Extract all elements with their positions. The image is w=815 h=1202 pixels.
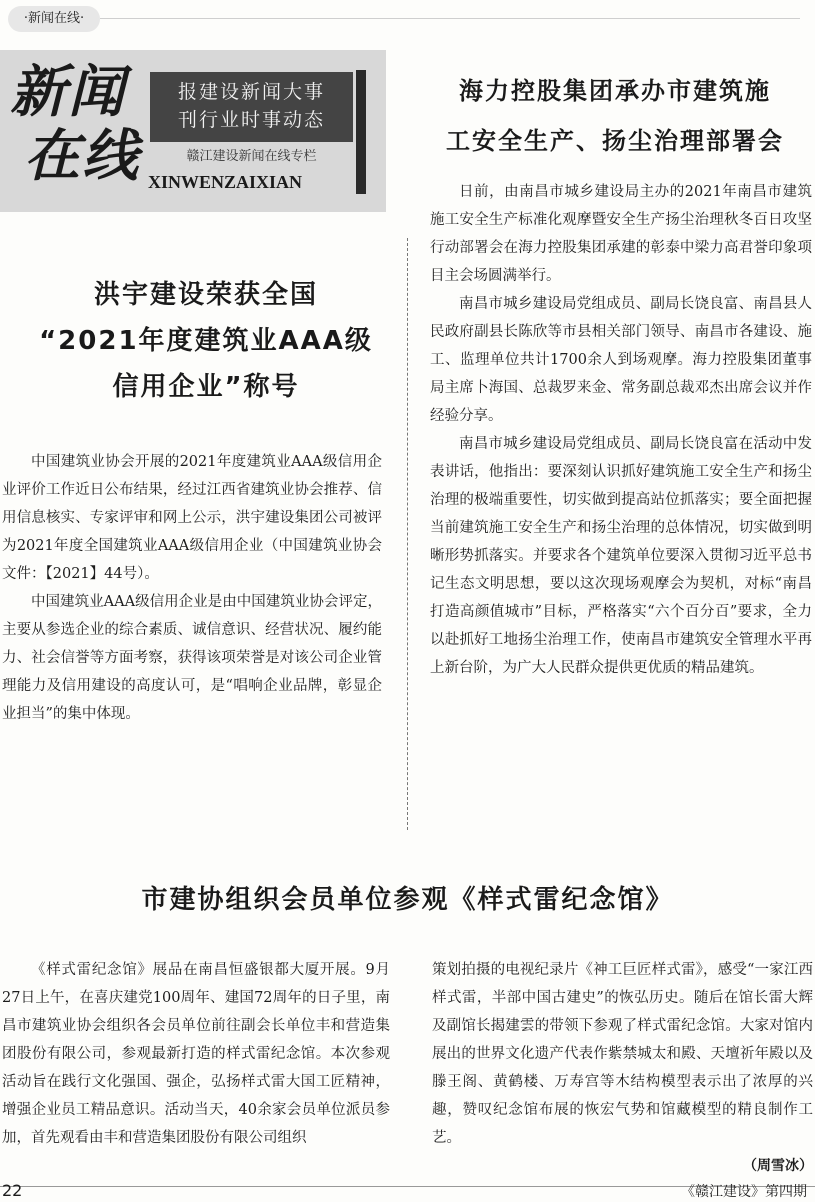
header-rule bbox=[100, 18, 800, 19]
article-left-title bbox=[20, 272, 392, 410]
article-left-title-line-1: 洪宇建设荣获全国 bbox=[93, 280, 318, 310]
article-bottom-title: 市建协组织会员单位参观《样式雷纪念馆》 bbox=[141, 885, 674, 915]
article-author: （周雪冰） bbox=[743, 1158, 813, 1174]
column-divider bbox=[407, 238, 408, 830]
article-left-title-line-3: 信用企业”称号 bbox=[112, 372, 300, 402]
article-left-paragraph: 中国建筑业协会开展的2021年度建筑业AAA级信用企业评价工作近日公布结果，经过江西省建筑业协会推荐、信用信息核实、专家评审和网上公示，洪宇建设集团公司被评为2021年度全国建筑业AAA级信用企业（中国建筑业协会文件：【2021】44号）。 bbox=[2, 454, 382, 582]
banner-subtitle: 赣江建设新闻在线专栏 bbox=[186, 149, 317, 164]
slogan-line-2: 刊行业时事动态 bbox=[177, 109, 325, 131]
article-right-paragraph: 日前，由南昌市城乡建设局主办的2021年南昌市建筑施工安全生产标准化观摩暨安全生产扬尘治理秋冬百日攻坚行动部署会在海力控股集团承建的彰泰中梁力高君誉印象项目主会场圆满举行。 bbox=[430, 184, 812, 284]
article-right-title bbox=[420, 66, 810, 166]
article-bottom-paragraph: 《样式雷纪念馆》展品在南昌恒盛银都大厦开展。9月27日上午，在喜庆建党100周年、建国72周年的日子里，南昌市建筑业协会组织各会员单位前往副会长单位丰和营造集团股份有限公司，参观最新打造的样式雷纪念馆。本次参观活动旨在践行文化强国、强企，弘扬样式雷大国工匠精神，增强企业员工精品意识。活动当天，40余家会员单位派员参加，首先观看由丰和营造集团股份有限公司组织 bbox=[2, 962, 390, 1146]
article-bottom-column-2 bbox=[432, 956, 813, 1180]
banner-accent-bar bbox=[356, 70, 366, 194]
article-right-paragraph: 南昌市城乡建设局党组成员、副局长饶良富在活动中发表讲话，他指出：要深刻认识抓好建筑施工安全生产和扬尘治理的极端重要性，切实做到提高站位抓落实；要全面把握当前建筑施工安全生产和扬尘治理的总体情况，切实做到明晰形势抓落实。并要求各个建筑单位要深入贯彻习近平总书记生态文明思想，要以这次现场观摩会为契机，对标“南昌打造高颜值城市”目标，严格落实“六个百分百”要求，全力以赴抓好工地扬尘治理工作，使南昌市建筑安全管理水平再上新台阶，为广大人民群众提供更优质的精品建筑。 bbox=[430, 436, 812, 676]
article-right-paragraph: 南昌市城乡建设局党组成员、副局长饶良富、南昌县人民政府副县长陈欣等市县相关部门领导、南昌市各建设、施工、监理单位共计1700余人到场观摩。海力控股集团董事局主席卜海国、总裁罗来金、常务副总裁邓杰出席会议并作经验分享。 bbox=[430, 296, 812, 424]
article-right-title-line-2: 工安全生产、扬尘治理部署会 bbox=[446, 127, 784, 155]
calligraphy-line-2: 在线 bbox=[24, 123, 140, 189]
article-bottom-column-1 bbox=[2, 956, 390, 1152]
article-right-body bbox=[430, 178, 812, 682]
page-number: 22 bbox=[2, 1181, 23, 1200]
article-left-body bbox=[2, 448, 382, 728]
article-left-paragraph: 中国建筑业AAA级信用企业是由中国建筑业协会评定，主要从参选企业的综合素质、诚信意识、经营状况、履约能力、社会信誉等方面考察，获得该项荣誉是对该公司企业管理能力及信用建设的高度认可，是“唱响企业品牌，彰显企业担当”的集中体现。 bbox=[2, 594, 382, 722]
calligraphy-line-1: 新闻 bbox=[10, 59, 126, 125]
article-left-title-line-2: “2021年度建筑业AAA级 bbox=[39, 326, 373, 356]
slogan-line-1: 报建设新闻大事 bbox=[177, 81, 325, 103]
section-tag: ·新闻在线· bbox=[8, 6, 100, 32]
journal-name: 《赣江建设》第四期 bbox=[681, 1184, 807, 1200]
article-right-title-line-1: 海力控股集团承办市建筑施 bbox=[459, 77, 771, 105]
banner-slogan-box bbox=[150, 72, 353, 142]
banner-pinyin: XINWENZAIXIAN bbox=[148, 172, 303, 192]
article-bottom-paragraph: 策划拍摄的电视纪录片《神工巨匠样式雷》，感受“一家江西样式雷，半部中国古建史”的恢弘历史。随后在馆长雷大辉及副馆长揭建雲的带领下参观了样式雷纪念馆。大家对馆内展出的世界文化遗产代表作紫禁城太和殿、天壇祈年殿以及滕王阁、黄鹤楼、万寿宫等木结构模型表示出了浓厚的兴趣，赞叹纪念馆布展的恢宏气势和馆藏模型的精良制作工艺。 bbox=[432, 962, 813, 1146]
banner-calligraphy bbox=[10, 60, 150, 200]
